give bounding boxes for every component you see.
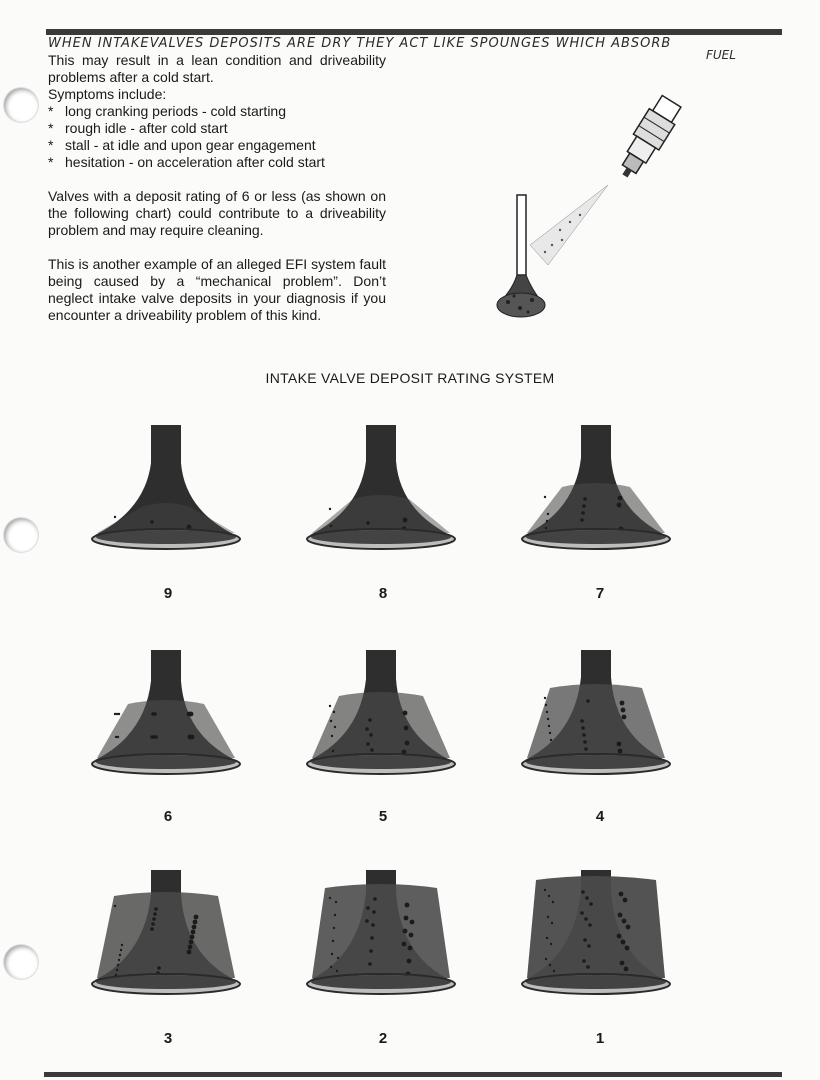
valve-photo-rating-9 xyxy=(85,415,255,565)
rating-number: 1 xyxy=(595,1030,605,1047)
figure-title: INTAKE VALVE DEPOSIT RATING SYSTEM xyxy=(265,370,555,386)
punch-hole-bottom xyxy=(4,945,38,979)
deposit-rating-paragraph: Valves with a deposit rating of 6 or less (as shown on the following chart) could contribute to a driveability problem and may require cleaning. xyxy=(48,188,386,238)
valve-photo-rating-1 xyxy=(515,860,685,1010)
rating-number: 4 xyxy=(595,808,605,825)
rating-number: 2 xyxy=(378,1030,388,1047)
valve-photo-rating-8 xyxy=(300,415,470,565)
rating-number: 6 xyxy=(163,808,173,825)
handwritten-note-continued: FUEL xyxy=(706,48,736,62)
symptom-item: * rough idle - after cold start xyxy=(48,120,386,137)
valve-photo-rating-3 xyxy=(85,860,255,1010)
rating-number: 3 xyxy=(163,1030,173,1047)
symptom-item: * stall - at idle and upon gear engagement xyxy=(48,137,386,154)
rating-number: 7 xyxy=(595,585,605,602)
bottom-rule xyxy=(44,1072,782,1077)
valve-photo-rating-6 xyxy=(85,640,255,790)
symptom-item: * long cranking periods - cold starting xyxy=(48,103,386,120)
handwritten-note: WHEN INTAKEVALVES DEPOSITS ARE DRY THEY ACT LIKE SPOUNGES WHICH ABSORB xyxy=(48,36,672,51)
intro-paragraph: This may result in a lean condition and driveability problems after a cold start. xyxy=(48,52,386,85)
valve-photo-rating-4 xyxy=(515,640,685,790)
punch-hole-middle xyxy=(4,518,38,552)
body-text xyxy=(48,52,386,324)
rating-number: 9 xyxy=(163,585,173,602)
rating-number: 8 xyxy=(378,585,388,602)
efi-fault-paragraph: This is another example of an alleged EFI system fault being caused by a “mechanical problem”. Don’t neglect intake valve deposits in your diagnosis if you encounter a driveability problem of this kind. xyxy=(48,256,386,323)
valve-photo-rating-2 xyxy=(300,860,470,1010)
symptoms-list xyxy=(48,103,386,171)
punch-hole-top xyxy=(4,88,38,122)
valve-photo-rating-7 xyxy=(515,415,685,565)
injector-spraying-valve-illustration xyxy=(490,90,690,325)
symptom-item: * hesitation - on acceleration after cold start xyxy=(48,154,386,171)
valve-photo-rating-5 xyxy=(300,640,470,790)
symptoms-heading: Symptoms include: xyxy=(48,86,167,102)
rating-number: 5 xyxy=(378,808,388,825)
top-rule xyxy=(46,29,782,35)
